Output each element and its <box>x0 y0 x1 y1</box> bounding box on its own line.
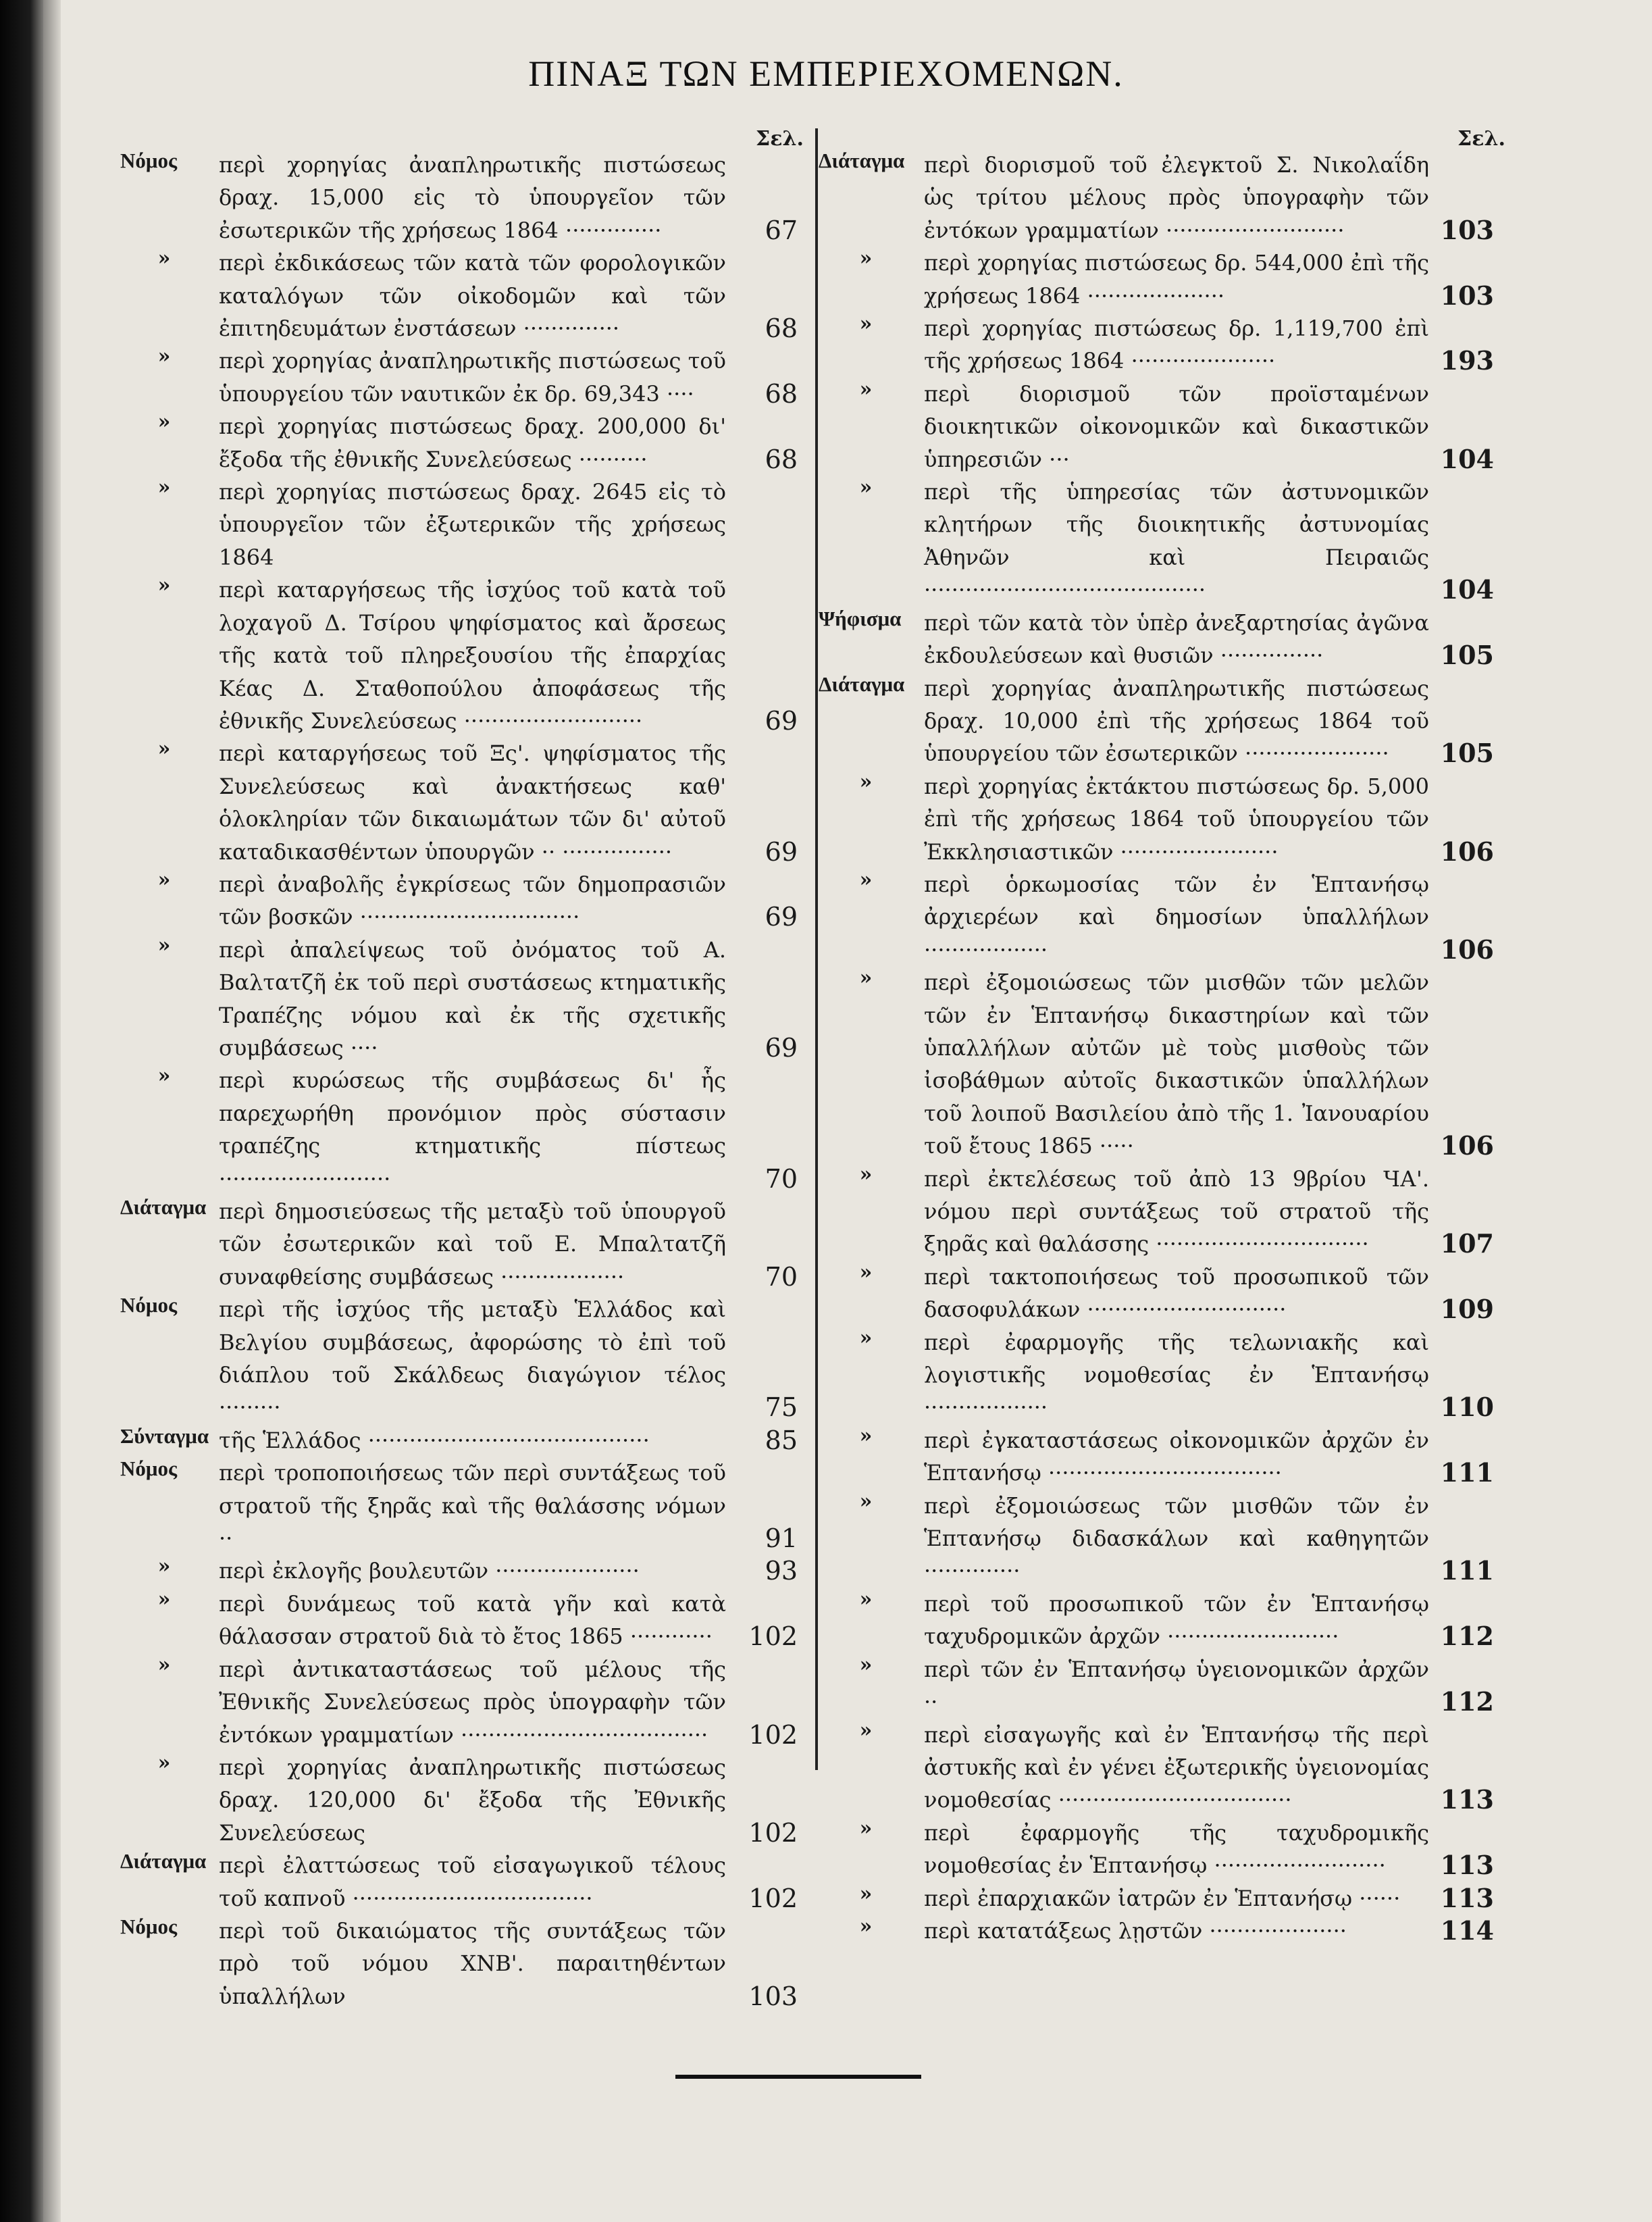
entry-description: περὶ ἐκλογῆς βουλευτῶν ····················· <box>219 1558 640 1584</box>
book-binding-shadow <box>0 0 43 2222</box>
toc-entry <box>819 1653 1494 1719</box>
entry-category: Νόμος <box>120 1293 178 1317</box>
entry-description: περὶ τακτοποιήσεως τοῦ προσωπικοῦ τῶν δασοφυλάκων ····························· <box>924 1263 1429 1323</box>
entry-category: » <box>157 410 171 434</box>
entry-page-number: 107 <box>1440 1228 1494 1259</box>
entry-category: » <box>157 737 171 761</box>
entry-page-number: 91 <box>765 1523 798 1554</box>
entry-page-number: 112 <box>1440 1621 1494 1652</box>
entry-page-number: 105 <box>1440 738 1494 769</box>
toc-entry <box>120 574 798 737</box>
entry-description: περὶ ἀπαλείψεως τοῦ ὀνόματος τοῦ Α. Βαλτατζῆ ἐκ τοῦ περὶ συστάσεως κτηματικῆς Τραπέζης νόμου καὶ ἐκ τῆς σχετικῆς συμβάσεως ···· <box>219 936 726 1061</box>
toc-entry <box>819 966 1494 1162</box>
entry-page-number: 103 <box>748 1981 798 2011</box>
entry-description: περὶ χορηγίας ἀναπληρωτικῆς πιστώσεως δραχ. 15,000 εἰς τὸ ὑπουργεῖον τῶν ἐσωτερικῶν τῆς χρήσεως 1864 ·············· <box>219 152 726 243</box>
toc-entry <box>819 1882 1494 1915</box>
entry-description: περὶ τοῦ δικαιώματος τῆς συντάξεως τῶν πρὸ τοῦ νόμου ΧΝΒ'. παραιτηθέντων ὑπαλλήλων <box>219 1917 726 2009</box>
entry-category: » <box>859 1718 873 1742</box>
entry-description: περὶ ἐλαττώσεως τοῦ εἰσαγωγικοῦ τέλους τοῦ καπνοῦ ··································· <box>219 1852 726 1911</box>
entry-description: περὶ χορηγίας πιστώσεως δραχ. 2645 εἰς τὸ ὑπουργεῖον τῶν ἐξωτερικῶν τῆς χρήσεως 1864 <box>219 479 726 570</box>
entry-category: Διάταγμα <box>120 1849 207 1873</box>
entry-description: περὶ δυνάμεως τοῦ κατὰ γῆν καὶ κατὰ θάλασσαν στρατοῦ διὰ τὸ ἔτος 1865 ············ <box>219 1590 726 1650</box>
entry-description: περὶ χορηγίας ἀναπληρωτικῆς πιστώσεως δραχ. 120,000 δι' ἔξοδα τῆς Ἐθνικῆς Συνελεύσεως <box>219 1754 726 1846</box>
entry-category: » <box>157 867 171 892</box>
entry-description: περὶ ἀντικαταστάσεως τοῦ μέλους τῆς Ἐθνικῆς Συνελεύσεως πρὸς ὑπογραφὴν τῶν ἐντόκων γραμματίων ···································· <box>219 1656 726 1748</box>
toc-entry <box>120 1555 798 1587</box>
entry-category: » <box>859 1914 873 1938</box>
entry-description: περὶ χορηγίας πιστώσεως δρ. 544,000 ἐπὶ τῆς χρήσεως 1864 ···················· <box>924 250 1429 309</box>
entry-category: » <box>859 312 873 336</box>
entry-page-number: 193 <box>1440 345 1494 376</box>
entry-description: περὶ ἀναβολῆς ἐγκρίσεως τῶν δημοπρασιῶν τῶν βοσκῶν ································ <box>219 871 726 930</box>
entry-page-number: 102 <box>748 1883 798 1913</box>
entry-description: περὶ κατατάξεως λῃστῶν ···················· <box>924 1917 1347 1944</box>
entry-description: περὶ χορηγίας ἀναπληρωτικῆς πιστώσεως δραχ. 10,000 ἐπὶ τῆς χρήσεως 1864 τοῦ ὑπουργείου τῶν ἐσωτερικῶν ····················· <box>924 675 1429 767</box>
entry-category: Ψήφισμα <box>819 606 902 630</box>
toc-entry <box>120 345 798 410</box>
entry-page-number: 113 <box>1440 1882 1494 1913</box>
toc-entry <box>819 378 1494 476</box>
toc-entry <box>819 247 1494 312</box>
entry-description: περὶ ἐκδικάσεως τῶν κατὰ τῶν φορολογικῶν καταλόγων τῶν οἰκοδομῶν καὶ τῶν ἐπιτηδευμάτων ἐνστάσεων ·············· <box>219 250 726 342</box>
toc-entry <box>819 1163 1494 1261</box>
entry-page-number: 68 <box>765 378 798 409</box>
entry-page-number: 104 <box>1440 443 1494 474</box>
entry-description: περὶ χορηγίας πιστώσεως δρ. 1,119,700 ἐπὶ τῆς χρήσεως 1864 ····················· <box>924 315 1429 374</box>
entry-description: περὶ ἐγκαταστάσεως οἰκονομικῶν ἀρχῶν ἐν Ἑπτανήσῳ ·································· <box>924 1427 1429 1486</box>
toc-entry <box>120 1424 798 1457</box>
entry-description: τῆς Ἑλλάδος ········································· <box>219 1427 650 1453</box>
entry-page-number: 106 <box>1440 934 1494 965</box>
entry-category: » <box>859 1260 873 1284</box>
left-page-column-label: Σελ. <box>756 127 804 151</box>
entry-category: » <box>157 1555 171 1579</box>
entry-description: περὶ τροποποιήσεως τῶν περὶ συντάξεως τοῦ στρατοῦ τῆς ξηρᾶς καὶ τῆς θαλάσσης νόμων ·· <box>219 1460 726 1552</box>
entry-page-number: 105 <box>1440 640 1494 671</box>
toc-entry <box>120 737 798 868</box>
entry-page-number: 112 <box>1440 1686 1494 1717</box>
toc-entry <box>819 1261 1494 1326</box>
entry-category: Διάταγμα <box>819 672 905 696</box>
entry-category: » <box>859 1162 873 1186</box>
entry-description: περὶ διορισμοῦ τῶν προϊσταμένων διοικητικῶν οἰκονομικῶν καὶ δικαστικῶν ὑπηρεσιῶν ··· <box>924 380 1429 472</box>
entry-description: περὶ ἐξομοιώσεως τῶν μισθῶν τῶν ἐν Ἑπτανήσῳ διδασκάλων καὶ καθηγητῶν ·············· <box>924 1492 1429 1584</box>
entry-page-number: 102 <box>748 1719 798 1750</box>
column-divider <box>815 128 818 1770</box>
entry-category: » <box>157 345 171 369</box>
entry-category: » <box>859 247 873 271</box>
entry-page-number: 93 <box>765 1556 798 1586</box>
entry-page-number: 111 <box>1440 1555 1494 1586</box>
toc-entry <box>120 149 798 247</box>
entry-page-number: 68 <box>765 313 798 344</box>
toc-entry <box>819 1490 1494 1588</box>
toc-entry <box>120 1915 798 2013</box>
entry-category: » <box>859 867 873 892</box>
toc-entry <box>819 607 1494 672</box>
entry-description: περὶ καταργήσεως τοῦ Ξς'. ψηφίσματος τῆς Συνελεύσεως καὶ ἀνακτήσεως καθ' ὁλοκληρίαν τῶν δικαιωμάτων τῶν δι' αὐτοῦ καταδικασθέντων ὑπουργῶν ·· ················ <box>219 740 726 865</box>
page-title: ΠΙΝΑΞ ΤΩΝ ΕΜΠΕΡΙΕΧΟΜΕΝΩΝ. <box>528 53 1124 94</box>
entry-description: περὶ ἐπαρχιακῶν ἰατρῶν ἐν Ἑπτανήσῳ ······ <box>924 1885 1401 1911</box>
entry-description: περὶ τῶν κατὰ τὸν ὑπὲρ ἀνεξαρτησίας ἀγῶνα ἐκδουλεύσεων καὶ θυσιῶν ··············· <box>924 609 1429 669</box>
entry-page-number: 113 <box>1440 1784 1494 1815</box>
left-column <box>120 149 798 2013</box>
toc-entry <box>819 1719 1494 1817</box>
entry-description: περὶ ὁρκωμοσίας τῶν ἐν Ἑπτανήσῳ ἀρχιερέων καὶ δημοσίων ὑπαλλήλων ·················· <box>924 871 1429 963</box>
right-column <box>819 149 1494 1947</box>
toc-entry <box>819 770 1494 868</box>
toc-entry <box>120 1064 798 1195</box>
toc-entry <box>120 1195 798 1293</box>
entry-category: » <box>157 1750 171 1775</box>
entry-category: Σύνταγμα <box>120 1423 209 1448</box>
entry-category: » <box>859 966 873 990</box>
toc-entry <box>120 934 798 1065</box>
entry-category: » <box>859 1816 873 1840</box>
entry-page-number: 114 <box>1440 1915 1494 1946</box>
toc-entry <box>120 1849 798 1915</box>
entry-page-number: 69 <box>765 705 798 736</box>
entry-category: » <box>157 476 171 500</box>
toc-entry <box>120 410 798 476</box>
entry-category: Νόμος <box>120 1914 178 1938</box>
entry-description: περὶ τῆς ὑπηρεσίας τῶν ἀστυνομικῶν κλητήρων τῆς διοικητικῆς ἀστυνομίας Ἀθηνῶν καὶ Πειραιῶς ········································· <box>924 479 1429 603</box>
toc-entry <box>819 149 1494 247</box>
entry-description: περὶ εἰσαγωγῆς καὶ ἐν Ἑπτανήσῳ τῆς περὶ ἀστυκῆς καὶ ἐν γένει ἐξωτερικῆς ὑγειονομίας νομοθεσίας ·································· <box>924 1721 1429 1813</box>
entry-category: » <box>859 377 873 401</box>
entry-description: περὶ ἐφαρμογῆς τῆς ταχυδρομικῆς νομοθεσίας ἐν Ἑπτανήσῳ ························· <box>924 1819 1429 1879</box>
toc-entry <box>819 476 1494 607</box>
entry-page-number: 106 <box>1440 836 1494 867</box>
entry-page-number: 104 <box>1440 574 1494 605</box>
entry-description: περὶ διορισμοῦ τοῦ ἐλεγκτοῦ Σ. Νικολαΐδη ὡς τρίτου μέλους πρὸς ὑπογραφὴν τῶν ἐντόκων γραμματίων ·························· <box>924 152 1429 243</box>
toc-entry <box>819 312 1494 378</box>
entry-category: » <box>859 1325 873 1350</box>
entry-category: » <box>859 1652 873 1677</box>
toc-entry <box>819 1326 1494 1424</box>
entry-description: περὶ δημοσιεύσεως τῆς μεταξὺ τοῦ ὑπουργοῦ τῶν ἐσωτερικῶν καὶ τοῦ Ε. Μπαλτατζῆ συναφθείσης συμβάσεως ·················· <box>219 1198 726 1290</box>
entry-description: περὶ χορηγίας ἐκτάκτου πιστώσεως δρ. 5,000 ἐπὶ τῆς χρήσεως 1864 τοῦ ὑπουργείου τῶν Ἐκκλησιαστικῶν ······················· <box>924 773 1429 865</box>
entry-page-number: 69 <box>765 902 798 932</box>
entry-description: περὶ χορηγίας πιστώσεως δραχ. 200,000 δι' ἔξοδα τῆς ἐθνικῆς Συνελεύσεως ·········· <box>219 413 726 472</box>
entry-category: » <box>157 933 171 957</box>
right-page-column-label: Σελ. <box>1457 127 1505 151</box>
entry-category: » <box>859 1587 873 1611</box>
toc-entry <box>120 1293 798 1424</box>
toc-entry <box>819 1817 1494 1882</box>
entry-page-number: 106 <box>1440 1130 1494 1161</box>
entry-description: περὶ ἐκτελέσεως τοῦ ἀπὸ 13 9βρίου ЧА'. νόμου περὶ συντάξεως τοῦ στρατοῦ τῆς ξηρᾶς καὶ θαλάσσης ······························· <box>924 1165 1429 1257</box>
toc-entry <box>819 672 1494 770</box>
entry-description: περὶ ἐφαρμογῆς τῆς τελωνιακῆς καὶ λογιστικῆς νομοθεσίας ἐν Ἑπτανήσῳ ·················· <box>924 1329 1429 1421</box>
entry-category: » <box>859 476 873 500</box>
entry-description: περὶ τοῦ προσωπικοῦ τῶν ἐν Ἑπτανήσῳ ταχυδρομικῶν ἀρχῶν ························· <box>924 1590 1429 1650</box>
entry-description: περὶ κυρώσεως τῆς συμβάσεως δι' ἧς παρεχωρήθη προνόμιον πρὸς σύστασιν τραπέζης κτηματικῆς πίστεως ························· <box>219 1067 726 1192</box>
page-gutter <box>43 0 61 2222</box>
entry-page-number: 111 <box>1440 1457 1494 1488</box>
entry-category: Διάταγμα <box>120 1195 207 1219</box>
entry-page-number: 110 <box>1440 1392 1494 1423</box>
entry-category: Νόμος <box>120 149 178 172</box>
entry-page-number: 70 <box>765 1261 798 1292</box>
toc-entry <box>120 1457 798 1555</box>
entry-page-number: 69 <box>765 1032 798 1063</box>
entry-category: » <box>859 1489 873 1513</box>
toc-entry <box>120 1751 798 1849</box>
entry-description: περὶ τῆς ἰσχύος τῆς μεταξὺ Ἑλλάδος καὶ Βελγίου συμβάσεως, ἀφορώσης τὸ ἐπὶ τοῦ διάπλου τοῦ Σκάλδεως διαγώγιον τέλος ········· <box>219 1296 726 1421</box>
toc-entry <box>120 476 798 574</box>
entry-category: » <box>157 247 171 271</box>
entry-category: » <box>157 1587 171 1611</box>
toc-entry <box>120 1653 798 1751</box>
toc-entry <box>120 247 798 345</box>
entry-page-number: 103 <box>1440 214 1494 245</box>
entry-page-number: 67 <box>765 215 798 245</box>
entry-page-number: 103 <box>1440 280 1494 311</box>
entry-category: » <box>859 769 873 794</box>
entry-page-number: 109 <box>1440 1294 1494 1325</box>
entry-description: περὶ ἐξομοιώσεως τῶν μισθῶν τῶν μελῶν τῶν ἐν Ἑπτανήσῳ δικαστηρίων καὶ τῶν ὑπαλλήλων αὐτῶν μὲ τοὺς μισθοὺς τῶν ἰσοβάθμων αὐτοῖς δικαστικῶν ὑπαλλήλων τοῦ λοιποῦ Βασιλείου ἀπὸ τῆς 1. Ἰανουαρίου τοῦ ἔτους 1865 ····· <box>924 969 1429 1159</box>
bottom-rule <box>675 2075 921 2079</box>
toc-entry <box>819 1588 1494 1653</box>
toc-entry <box>120 1588 798 1653</box>
entry-page-number: 68 <box>765 444 798 474</box>
entry-page-number: 75 <box>765 1392 798 1423</box>
entry-description: περὶ τῶν ἐν Ἑπτανήσῳ ὑγειονομικῶν ἀρχῶν ·· <box>924 1656 1429 1715</box>
toc-entry <box>819 868 1494 966</box>
entry-category: » <box>157 1064 171 1088</box>
entry-category: » <box>859 1423 873 1448</box>
entry-page-number: 102 <box>748 1817 798 1848</box>
entry-description: περὶ καταργήσεως τῆς ἰσχύος τοῦ κατὰ τοῦ λοχαγοῦ Δ. Τσίρου ψηφίσματος καὶ ἄρσεως τῆς κατὰ τοῦ πληρεξουσίου τῆς ἐπαρχίας Κέας Δ. Σταθοπούλου ἀποφάσεως τῆς ἐθνικῆς Συνελεύσεως ·························· <box>219 577 726 734</box>
entry-page-number: 85 <box>765 1425 798 1455</box>
entry-page-number: 102 <box>748 1621 798 1652</box>
entry-category: Διάταγμα <box>819 149 905 172</box>
entry-category: » <box>157 574 171 598</box>
entry-page-number: 113 <box>1440 1850 1494 1881</box>
entry-page-number: 69 <box>765 836 798 867</box>
entry-description: περὶ χορηγίας ἀναπληρωτικῆς πιστώσεως τοῦ ὑπουργείου τῶν ναυτικῶν ἐκ δρ. 69,343 ···· <box>219 348 726 407</box>
entry-category: » <box>157 1652 171 1677</box>
toc-entry <box>819 1424 1494 1490</box>
entry-page-number: 70 <box>765 1163 798 1194</box>
entry-category: Νόμος <box>120 1457 178 1481</box>
entry-category: » <box>859 1882 873 1906</box>
toc-entry <box>120 868 798 934</box>
toc-entry <box>819 1915 1494 1947</box>
